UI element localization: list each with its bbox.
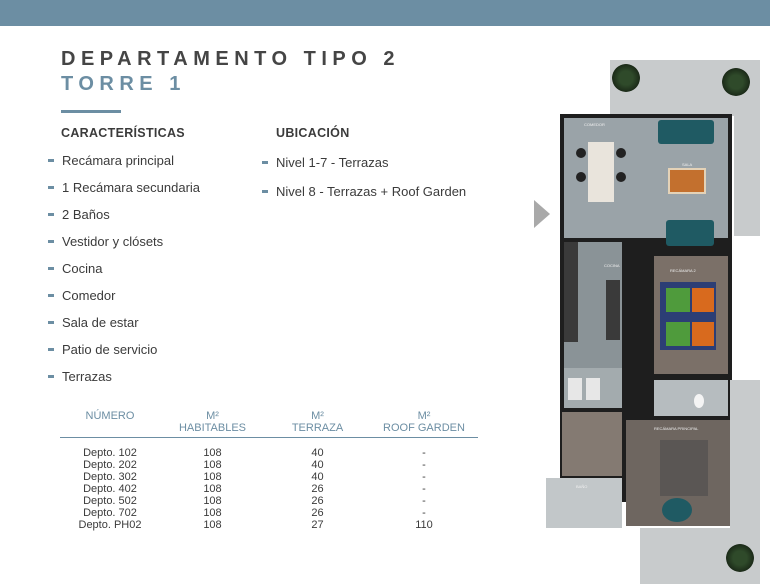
- units-table: [60, 410, 478, 531]
- cell-habitables: 108: [203, 459, 222, 471]
- dryer-icon: [586, 378, 600, 400]
- cell-depto: Depto. 402: [83, 483, 137, 495]
- feature-label: Terrazas: [62, 369, 112, 384]
- cell-roof: -: [422, 447, 426, 459]
- floor-plan: [530, 60, 770, 584]
- header-label: ROOF GARDEN: [383, 422, 465, 434]
- features-list: [48, 152, 200, 395]
- recamara-principal-label: RECÁMARA PRINCIPAL: [654, 426, 699, 431]
- chair-icon: [576, 148, 586, 158]
- bullet-icon: [262, 190, 268, 193]
- list-item: [48, 260, 200, 287]
- feature-label: 2 Baños: [62, 207, 110, 222]
- location-list: [262, 154, 466, 212]
- side-terrace: [730, 380, 760, 528]
- page-subtitle: TORRE 1: [61, 73, 186, 95]
- cell-depto: Depto. 702: [83, 507, 137, 519]
- table-header-row: [60, 410, 478, 438]
- cell-terraza: 26: [311, 483, 324, 495]
- header-label: TERRAZA: [291, 422, 344, 434]
- feature-label: 1 Recámara secundaria: [62, 180, 201, 195]
- bullet-icon: [48, 186, 54, 189]
- bathroom: [654, 380, 728, 416]
- kitchen-island: [606, 280, 620, 340]
- list-item: [48, 368, 200, 395]
- washer-icon: [568, 378, 582, 400]
- bed-cover: [666, 322, 690, 346]
- location-heading: UBICACIÓN: [276, 126, 350, 140]
- bullet-icon: [48, 267, 54, 270]
- bullet-icon: [48, 348, 54, 351]
- chair-icon: [616, 148, 626, 158]
- recamara-2-label: RECÁMARA 2: [670, 268, 696, 273]
- kitchen-counter: [564, 242, 578, 342]
- page-title: DEPARTAMENTO TIPO 2: [61, 48, 400, 70]
- bullet-icon: [48, 213, 54, 216]
- cell-roof: -: [422, 471, 426, 483]
- title-divider: [61, 110, 121, 113]
- col-numero: [60, 410, 160, 438]
- list-item: [262, 183, 466, 212]
- location-label: Nivel 1-7 - Terrazas: [276, 155, 389, 170]
- cell-terraza: 26: [311, 495, 324, 507]
- cell-habitables: 108: [203, 507, 222, 519]
- table-row: [60, 459, 478, 471]
- cell-terraza: 40: [311, 447, 324, 459]
- feature-label: Cocina: [62, 261, 103, 276]
- cocina-label: COCINA: [604, 263, 620, 268]
- table-row: [60, 519, 478, 531]
- chair-icon: [616, 172, 626, 182]
- cell-depto: Depto. 302: [83, 471, 137, 483]
- cell-depto: Depto. 102: [83, 447, 137, 459]
- comedor-label: COMEDOR: [584, 122, 605, 127]
- feature-label: Sala de estar: [62, 315, 139, 330]
- cell-roof: -: [422, 507, 426, 519]
- header-label: NÚMERO: [85, 410, 135, 422]
- bed-cover: [692, 288, 714, 312]
- bullet-icon: [48, 375, 54, 378]
- table-row: [60, 507, 478, 519]
- features-heading: CARACTERÍSTICAS: [61, 126, 185, 140]
- table-row: [60, 471, 478, 483]
- bullet-icon: [48, 294, 54, 297]
- sala-label: SALA: [682, 162, 693, 167]
- bed-cover: [666, 288, 690, 312]
- walk-in-closet: [562, 412, 622, 476]
- bed-cover: [692, 322, 714, 346]
- list-item: [48, 206, 200, 233]
- chair-icon: [576, 172, 586, 182]
- col-habitables: [160, 410, 265, 438]
- bullet-icon: [48, 159, 54, 162]
- feature-label: Recámara principal: [62, 153, 174, 168]
- plant-icon: [722, 68, 750, 96]
- cell-terraza: 27: [311, 519, 324, 531]
- feature-label: Comedor: [62, 288, 116, 303]
- cell-terraza: 40: [311, 471, 324, 483]
- sofa: [666, 220, 714, 246]
- cell-depto: Depto. 502: [83, 495, 137, 507]
- arrow-right-icon: [534, 200, 550, 228]
- cell-habitables: 108: [203, 471, 222, 483]
- cell-terraza: 26: [311, 507, 324, 519]
- cell-habitables: 108: [203, 483, 222, 495]
- cell-habitables: 108: [203, 519, 222, 531]
- list-item: [48, 152, 200, 179]
- cell-depto: Depto. 202: [83, 459, 137, 471]
- cell-roof: -: [422, 459, 426, 471]
- feature-label: Patio de servicio: [62, 342, 158, 357]
- feature-label: Vestidor y clósets: [62, 234, 164, 249]
- top-banner: [0, 0, 770, 26]
- cell-roof: 110: [415, 519, 433, 531]
- cell-habitables: 108: [203, 495, 222, 507]
- sofa: [658, 120, 714, 144]
- table-row: [60, 438, 478, 460]
- bullet-icon: [262, 161, 268, 164]
- list-item: [48, 287, 200, 314]
- table-row: [60, 495, 478, 507]
- table-row: [60, 483, 478, 495]
- header-label: HABITABLES: [178, 422, 247, 434]
- plant-icon: [726, 544, 754, 572]
- dining-table: [588, 142, 614, 202]
- col-terraza: [265, 410, 370, 438]
- header-unit: M²: [311, 410, 324, 422]
- list-item: [262, 154, 466, 183]
- list-item: [48, 314, 200, 341]
- cell-habitables: 108: [203, 447, 222, 459]
- header-unit: M²: [206, 410, 219, 422]
- list-item: [48, 341, 200, 368]
- bullet-icon: [48, 240, 54, 243]
- cell-roof: -: [422, 495, 426, 507]
- list-item: [48, 233, 200, 260]
- cell-terraza: 40: [311, 459, 324, 471]
- bano-label: BAÑO: [576, 484, 588, 489]
- living-rug: [668, 168, 706, 194]
- col-roof-garden: [370, 410, 478, 438]
- main-bed: [660, 440, 708, 496]
- side-terrace: [734, 116, 760, 236]
- header-unit: M²: [417, 410, 431, 422]
- cell-depto: Depto. PH02: [78, 519, 142, 531]
- bullet-icon: [48, 321, 54, 324]
- list-item: [48, 179, 200, 206]
- plant-icon: [612, 64, 640, 92]
- location-label: Nivel 8 - Terrazas + Roof Garden: [276, 184, 467, 199]
- cell-roof: -: [422, 483, 426, 495]
- toilet-icon: [694, 394, 704, 408]
- armchair: [662, 498, 692, 522]
